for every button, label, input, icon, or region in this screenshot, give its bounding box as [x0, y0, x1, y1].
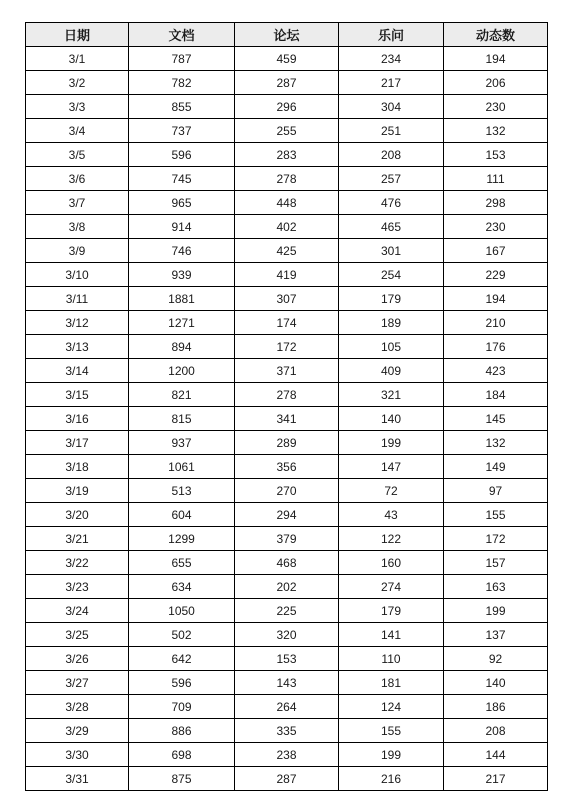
cell-activity-count: 230 [444, 95, 548, 119]
cell-date: 3/18 [26, 455, 129, 479]
cell-qa: 199 [339, 743, 444, 767]
cell-docs: 914 [129, 215, 235, 239]
cell-date: 3/3 [26, 95, 129, 119]
cell-date: 3/2 [26, 71, 129, 95]
cell-qa: 147 [339, 455, 444, 479]
cell-activity-count: 208 [444, 719, 548, 743]
cell-forum: 468 [235, 551, 339, 575]
cell-qa: 140 [339, 407, 444, 431]
cell-activity-count: 149 [444, 455, 548, 479]
cell-forum: 289 [235, 431, 339, 455]
cell-date: 3/6 [26, 167, 129, 191]
cell-forum: 459 [235, 47, 339, 71]
cell-date: 3/22 [26, 551, 129, 575]
cell-forum: 296 [235, 95, 339, 119]
cell-docs: 875 [129, 767, 235, 791]
cell-forum: 143 [235, 671, 339, 695]
cell-forum: 238 [235, 743, 339, 767]
cell-date: 3/16 [26, 407, 129, 431]
cell-forum: 255 [235, 119, 339, 143]
cell-date: 3/1 [26, 47, 129, 71]
cell-qa: 254 [339, 263, 444, 287]
cell-date: 3/25 [26, 623, 129, 647]
cell-date: 3/14 [26, 359, 129, 383]
cell-qa: 189 [339, 311, 444, 335]
cell-qa: 160 [339, 551, 444, 575]
cell-date: 3/28 [26, 695, 129, 719]
table-row [26, 479, 548, 503]
cell-date: 3/13 [26, 335, 129, 359]
table-row [26, 671, 548, 695]
cell-docs: 698 [129, 743, 235, 767]
cell-docs: 746 [129, 239, 235, 263]
cell-activity-count: 210 [444, 311, 548, 335]
cell-activity-count: 217 [444, 767, 548, 791]
cell-qa: 124 [339, 695, 444, 719]
table-row [26, 191, 548, 215]
cell-activity-count: 423 [444, 359, 548, 383]
cell-docs: 815 [129, 407, 235, 431]
cell-qa: 105 [339, 335, 444, 359]
cell-activity-count: 184 [444, 383, 548, 407]
cell-forum: 287 [235, 767, 339, 791]
cell-forum: 153 [235, 647, 339, 671]
cell-docs: 655 [129, 551, 235, 575]
table-row [26, 503, 548, 527]
cell-date: 3/17 [26, 431, 129, 455]
cell-date: 3/5 [26, 143, 129, 167]
cell-docs: 1271 [129, 311, 235, 335]
cell-qa: 179 [339, 599, 444, 623]
cell-activity-count: 298 [444, 191, 548, 215]
cell-date: 3/21 [26, 527, 129, 551]
table-row [26, 575, 548, 599]
cell-forum: 371 [235, 359, 339, 383]
table-row [26, 215, 548, 239]
cell-docs: 513 [129, 479, 235, 503]
cell-activity-count: 144 [444, 743, 548, 767]
cell-date: 3/19 [26, 479, 129, 503]
cell-qa: 208 [339, 143, 444, 167]
cell-activity-count: 132 [444, 431, 548, 455]
cell-docs: 965 [129, 191, 235, 215]
cell-docs: 1881 [129, 287, 235, 311]
cell-activity-count: 229 [444, 263, 548, 287]
cell-qa: 409 [339, 359, 444, 383]
column-header-docs: 文档 [129, 23, 235, 47]
cell-forum: 278 [235, 383, 339, 407]
cell-docs: 939 [129, 263, 235, 287]
cell-forum: 225 [235, 599, 339, 623]
table-row [26, 455, 548, 479]
cell-qa: 122 [339, 527, 444, 551]
cell-docs: 1299 [129, 527, 235, 551]
cell-forum: 202 [235, 575, 339, 599]
cell-docs: 596 [129, 143, 235, 167]
cell-docs: 1050 [129, 599, 235, 623]
table-row [26, 551, 548, 575]
table-row [26, 623, 548, 647]
cell-qa: 257 [339, 167, 444, 191]
cell-activity-count: 199 [444, 599, 548, 623]
cell-docs: 894 [129, 335, 235, 359]
table-row [26, 167, 548, 191]
table-row [26, 71, 548, 95]
cell-qa: 476 [339, 191, 444, 215]
column-header-date: 日期 [26, 23, 129, 47]
cell-forum: 379 [235, 527, 339, 551]
cell-activity-count: 167 [444, 239, 548, 263]
cell-date: 3/24 [26, 599, 129, 623]
cell-qa: 234 [339, 47, 444, 71]
cell-docs: 1200 [129, 359, 235, 383]
stats-table-container [25, 22, 547, 791]
cell-docs: 634 [129, 575, 235, 599]
table-row [26, 719, 548, 743]
cell-activity-count: 172 [444, 527, 548, 551]
cell-qa: 110 [339, 647, 444, 671]
cell-date: 3/26 [26, 647, 129, 671]
cell-activity-count: 140 [444, 671, 548, 695]
cell-docs: 855 [129, 95, 235, 119]
cell-qa: 179 [339, 287, 444, 311]
table-row [26, 143, 548, 167]
table-row [26, 695, 548, 719]
table-row [26, 599, 548, 623]
cell-activity-count: 132 [444, 119, 548, 143]
cell-forum: 307 [235, 287, 339, 311]
cell-activity-count: 194 [444, 47, 548, 71]
cell-docs: 782 [129, 71, 235, 95]
table-row [26, 407, 548, 431]
column-header-activity-count: 动态数 [444, 23, 548, 47]
table-row [26, 431, 548, 455]
cell-forum: 287 [235, 71, 339, 95]
table-body [26, 47, 548, 791]
cell-activity-count: 157 [444, 551, 548, 575]
cell-forum: 270 [235, 479, 339, 503]
table-row [26, 239, 548, 263]
cell-qa: 141 [339, 623, 444, 647]
table-row [26, 359, 548, 383]
cell-forum: 294 [235, 503, 339, 527]
cell-activity-count: 206 [444, 71, 548, 95]
cell-date: 3/29 [26, 719, 129, 743]
cell-activity-count: 97 [444, 479, 548, 503]
cell-forum: 356 [235, 455, 339, 479]
cell-forum: 278 [235, 167, 339, 191]
cell-qa: 301 [339, 239, 444, 263]
cell-qa: 181 [339, 671, 444, 695]
cell-forum: 174 [235, 311, 339, 335]
cell-activity-count: 186 [444, 695, 548, 719]
cell-forum: 264 [235, 695, 339, 719]
cell-qa: 465 [339, 215, 444, 239]
cell-qa: 217 [339, 71, 444, 95]
daily-stats-table [25, 22, 548, 791]
cell-qa: 251 [339, 119, 444, 143]
table-row [26, 95, 548, 119]
cell-docs: 937 [129, 431, 235, 455]
column-header-qa: 乐问 [339, 23, 444, 47]
cell-date: 3/8 [26, 215, 129, 239]
cell-forum: 402 [235, 215, 339, 239]
cell-docs: 1061 [129, 455, 235, 479]
table-row [26, 311, 548, 335]
cell-qa: 321 [339, 383, 444, 407]
cell-date: 3/10 [26, 263, 129, 287]
cell-activity-count: 145 [444, 407, 548, 431]
cell-qa: 43 [339, 503, 444, 527]
cell-date: 3/20 [26, 503, 129, 527]
cell-forum: 172 [235, 335, 339, 359]
table-row [26, 47, 548, 71]
cell-forum: 335 [235, 719, 339, 743]
table-row [26, 119, 548, 143]
cell-date: 3/12 [26, 311, 129, 335]
table-header-row [26, 23, 548, 47]
cell-activity-count: 163 [444, 575, 548, 599]
cell-docs: 502 [129, 623, 235, 647]
table-row [26, 287, 548, 311]
cell-forum: 419 [235, 263, 339, 287]
cell-docs: 821 [129, 383, 235, 407]
cell-date: 3/31 [26, 767, 129, 791]
cell-forum: 320 [235, 623, 339, 647]
cell-activity-count: 137 [444, 623, 548, 647]
cell-forum: 425 [235, 239, 339, 263]
cell-date: 3/23 [26, 575, 129, 599]
cell-qa: 199 [339, 431, 444, 455]
cell-activity-count: 194 [444, 287, 548, 311]
cell-qa: 155 [339, 719, 444, 743]
cell-docs: 604 [129, 503, 235, 527]
cell-qa: 304 [339, 95, 444, 119]
cell-docs: 709 [129, 695, 235, 719]
column-header-forum: 论坛 [235, 23, 339, 47]
cell-activity-count: 153 [444, 143, 548, 167]
cell-docs: 642 [129, 647, 235, 671]
cell-date: 3/27 [26, 671, 129, 695]
table-row [26, 647, 548, 671]
cell-docs: 596 [129, 671, 235, 695]
cell-date: 3/4 [26, 119, 129, 143]
table-row [26, 383, 548, 407]
table-row [26, 527, 548, 551]
table-row [26, 263, 548, 287]
cell-docs: 787 [129, 47, 235, 71]
cell-date: 3/15 [26, 383, 129, 407]
table-row [26, 767, 548, 791]
cell-qa: 216 [339, 767, 444, 791]
cell-forum: 448 [235, 191, 339, 215]
cell-date: 3/11 [26, 287, 129, 311]
cell-activity-count: 111 [444, 167, 548, 191]
cell-docs: 886 [129, 719, 235, 743]
cell-docs: 737 [129, 119, 235, 143]
cell-forum: 283 [235, 143, 339, 167]
table-row [26, 335, 548, 359]
cell-activity-count: 230 [444, 215, 548, 239]
table-row [26, 743, 548, 767]
cell-date: 3/30 [26, 743, 129, 767]
cell-activity-count: 176 [444, 335, 548, 359]
cell-docs: 745 [129, 167, 235, 191]
cell-activity-count: 92 [444, 647, 548, 671]
cell-date: 3/7 [26, 191, 129, 215]
cell-date: 3/9 [26, 239, 129, 263]
cell-qa: 72 [339, 479, 444, 503]
cell-forum: 341 [235, 407, 339, 431]
cell-activity-count: 155 [444, 503, 548, 527]
cell-qa: 274 [339, 575, 444, 599]
